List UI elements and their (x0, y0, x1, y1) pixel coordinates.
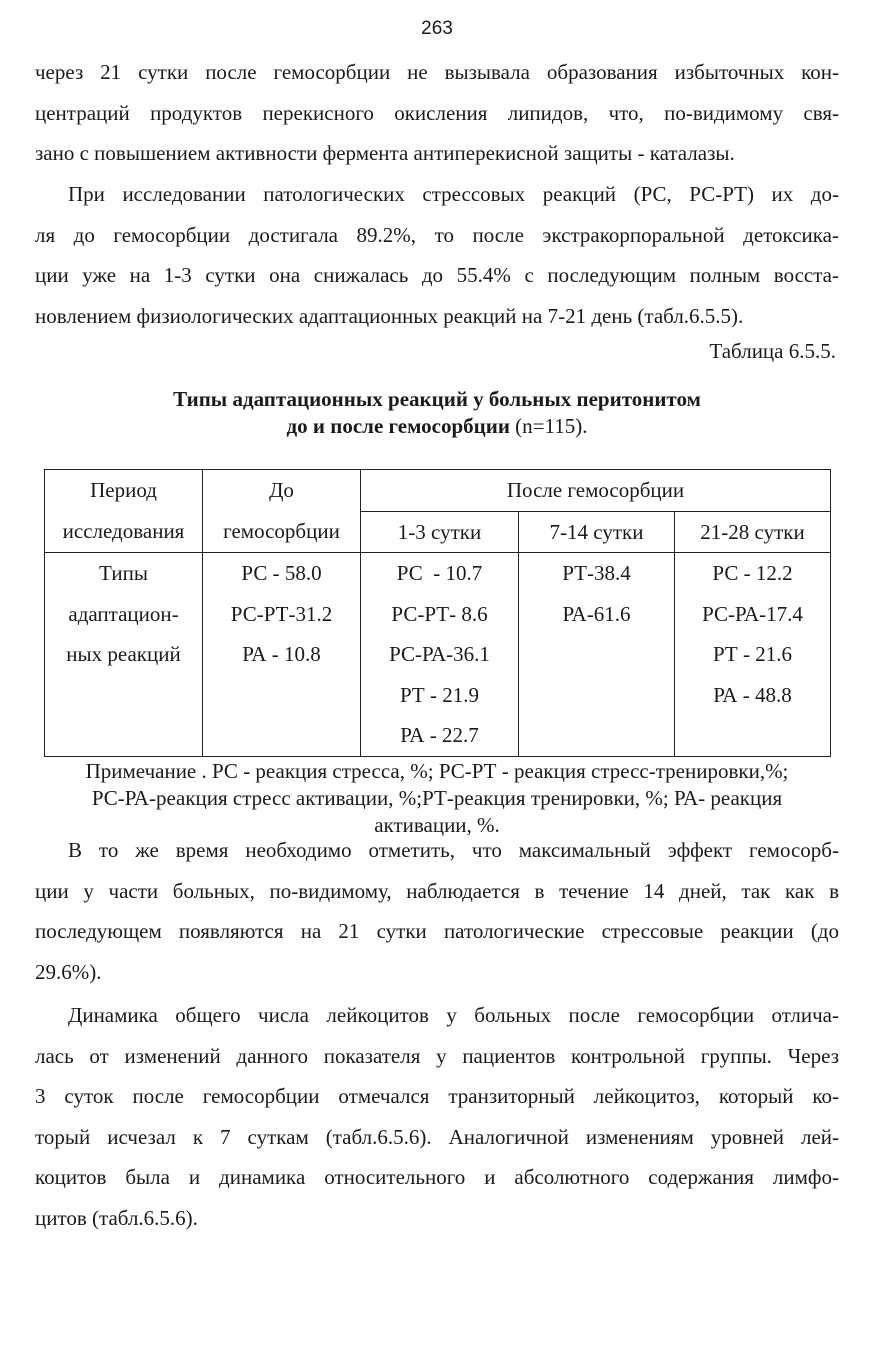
text-line: цитов (табл.6.5.6). (35, 1205, 198, 1230)
header-1-3: 1-3 сутки (361, 511, 519, 553)
text-line: через 21 сутки после гемосорбции не вызывала образования избыточных кон- (35, 60, 839, 84)
cell-7-14: РТ-38.4 РА-61.6 (519, 553, 675, 757)
text-line: лась от изменений данного показателя у пациентов контрольной группы. Через (35, 1043, 839, 1068)
table-title-line1: Типы адаптационных реакций у больных перитонитом (173, 387, 701, 411)
text-line: 3 суток после гемосорбции отмечался транзиторный лейкоцитоз, который ко- (35, 1084, 839, 1108)
header-7-14: 7-14 сутки (519, 511, 675, 553)
text-line: ции у части больных, по-видимому, наблюдается в течение 14 дней, так как в (35, 878, 839, 903)
text-line: торый исчезал к 7 суткам (табл.6.5.6). Аналогичной изменениям уровней лей- (35, 1124, 839, 1149)
text-line: В то же время необходимо отметить, что максимальный эффект гемосорб- (68, 838, 839, 862)
row-label: Типы адаптацион- ных реакций (45, 553, 203, 757)
header-after: После гемосорбции (361, 470, 831, 512)
text-line: зано с повышением активности фермента антиперекисной защиты - каталазы. (35, 141, 735, 165)
page-number: 263 (421, 18, 453, 39)
text-line: последующем появляются на 21 сутки патологические стрессовые реакции (до (35, 919, 839, 943)
text-line: ля до гемосорбции достигала 89.2%, то после экстракорпоральной детоксика- (35, 222, 839, 247)
text-line: 29.6%). (35, 959, 102, 984)
header-period: Период исследования (45, 470, 203, 553)
text-line: коцитов была и динамика относительного и абсолютного содержания лимфо- (35, 1165, 839, 1189)
adaptation-table (44, 469, 831, 757)
paragraph-3 (35, 830, 839, 992)
table-note: Примечание . РС - реакция стресса, %; РС-РТ - реакция стресс-тренировки,%; РС-РА-реакция стресс активации, %;РТ-реакция тренировки, %; РА- реакция активации, %. (85, 759, 789, 837)
table-label: Таблица 6.5.5. (709, 339, 836, 363)
header-21-28: 21-28 сутки (675, 511, 831, 553)
paragraph-1 (35, 52, 839, 174)
paragraph-2 (35, 174, 839, 336)
cell-1-3: РС - 10.7 РС-РТ- 8.6 РС-РА-36.1 РТ - 21.9 РА - 22.7 (361, 553, 519, 757)
paragraph-4 (35, 995, 839, 1238)
text-line: ции уже на 1-3 сутки она снижалась до 55.4% с последующим полным восста- (35, 263, 839, 287)
header-before: До гемосорбции (203, 470, 361, 553)
cell-before: РС - 58.0 РС-РТ-31.2 РА - 10.8 (203, 553, 361, 757)
text-line: новлением физиологических адаптационных реакций на 7-21 день (табл.6.5.5). (35, 303, 744, 328)
text-line: При исследовании патологических стрессовых реакций (РС, РС-РТ) их до- (68, 182, 839, 206)
table-title-n: (n=115). (509, 414, 588, 438)
text-line: Динамика общего числа лейкоцитов у больных после гемосорбции отлича- (68, 1003, 839, 1027)
table-title (0, 386, 874, 440)
table-title-line2: до и после гемосорбции (286, 414, 510, 438)
text-line: центраций продуктов перекисного окисления липидов, что, по-видимому свя- (35, 100, 839, 125)
cell-21-28: РС - 12.2 РС-РА-17.4 РТ - 21.6 РА - 48.8 (675, 553, 831, 757)
